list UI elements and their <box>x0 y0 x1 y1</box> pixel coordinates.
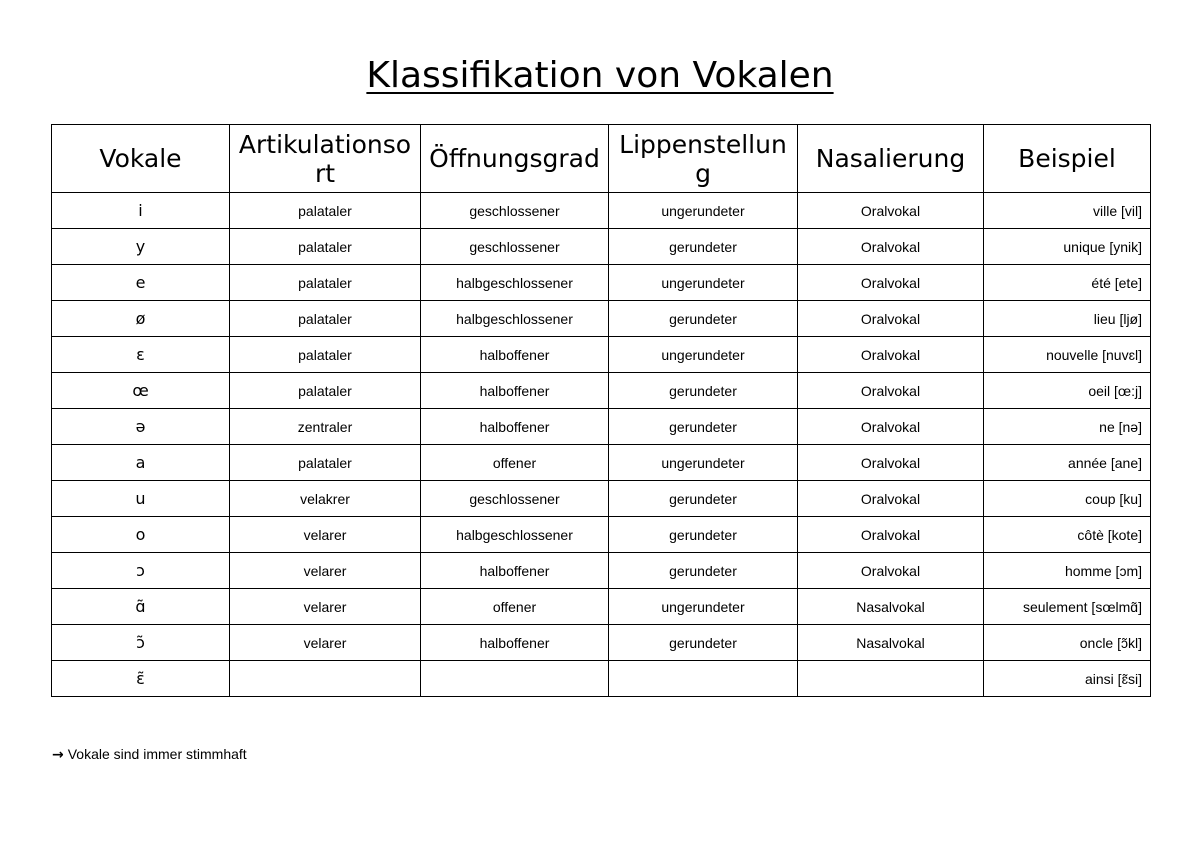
beispiel-cell: seulement [sœlmɑ̃] <box>984 589 1151 625</box>
beispiel-cell: homme [ɔm] <box>984 553 1151 589</box>
artikulationsort-cell <box>230 661 421 697</box>
table-row <box>52 481 1151 517</box>
header-nasalierung: Nasalierung <box>798 125 984 193</box>
oeffnungsgrad-cell: offener <box>421 589 609 625</box>
vokal-cell: ɛ <box>52 337 230 373</box>
lippenstellung-cell: gerundeter <box>609 625 798 661</box>
lippenstellung-cell: gerundeter <box>609 229 798 265</box>
oeffnungsgrad-cell: halbgeschlossener <box>421 301 609 337</box>
vokal-cell: ɔ <box>52 553 230 589</box>
vokal-cell: ə <box>52 409 230 445</box>
lippenstellung-cell: gerundeter <box>609 481 798 517</box>
table-row <box>52 265 1151 301</box>
beispiel-cell: coup [ku] <box>984 481 1151 517</box>
vokal-cell: i <box>52 193 230 229</box>
table-row <box>52 625 1151 661</box>
nasalierung-cell: Oralvokal <box>798 337 984 373</box>
vokal-cell: ɔ̃ <box>52 625 230 661</box>
lippenstellung-cell: gerundeter <box>609 301 798 337</box>
table-row <box>52 301 1151 337</box>
lippenstellung-cell: ungerundeter <box>609 445 798 481</box>
nasalierung-cell: Oralvokal <box>798 517 984 553</box>
table-header-row <box>52 125 1151 193</box>
beispiel-cell: ainsi [ɛ̃si] <box>984 661 1151 697</box>
nasalierung-cell: Oralvokal <box>798 553 984 589</box>
beispiel-cell: ville [vil] <box>984 193 1151 229</box>
lippenstellung-cell <box>609 661 798 697</box>
header-oeffnungsgrad: Öffnungsgrad <box>421 125 609 193</box>
nasalierung-cell: Oralvokal <box>798 445 984 481</box>
beispiel-cell: unique [ynik] <box>984 229 1151 265</box>
beispiel-cell: oeil [œ:j] <box>984 373 1151 409</box>
nasalierung-cell: Oralvokal <box>798 193 984 229</box>
beispiel-cell: ne [nə] <box>984 409 1151 445</box>
footnote-text: Vokale sind immer stimmhaft <box>67 746 247 762</box>
table-row <box>52 553 1151 589</box>
artikulationsort-cell: palataler <box>230 193 421 229</box>
table-row <box>52 445 1151 481</box>
vokal-cell: o <box>52 517 230 553</box>
header-artikulationsort: Artikulationsort <box>230 125 421 193</box>
oeffnungsgrad-cell: halboffener <box>421 373 609 409</box>
oeffnungsgrad-cell: halboffener <box>421 625 609 661</box>
oeffnungsgrad-cell: halboffener <box>421 337 609 373</box>
artikulationsort-cell: velarer <box>230 517 421 553</box>
nasalierung-cell: Oralvokal <box>798 373 984 409</box>
nasalierung-cell: Oralvokal <box>798 301 984 337</box>
vokal-cell: ø <box>52 301 230 337</box>
artikulationsort-cell: velakrer <box>230 481 421 517</box>
beispiel-cell: côtè [kote] <box>984 517 1151 553</box>
artikulationsort-cell: palataler <box>230 445 421 481</box>
header-beispiel: Beispiel <box>984 125 1151 193</box>
header-lippenstellung: Lippenstellung <box>609 125 798 193</box>
vowel-classification-table <box>51 124 1151 697</box>
header-vokale: Vokale <box>52 125 230 193</box>
lippenstellung-cell: gerundeter <box>609 409 798 445</box>
artikulationsort-cell: zentraler <box>230 409 421 445</box>
beispiel-cell: année [ane] <box>984 445 1151 481</box>
vokal-cell: e <box>52 265 230 301</box>
vokal-cell: ɑ̃ <box>52 589 230 625</box>
table-row <box>52 661 1151 697</box>
artikulationsort-cell: velarer <box>230 553 421 589</box>
lippenstellung-cell: gerundeter <box>609 553 798 589</box>
table-row <box>52 337 1151 373</box>
beispiel-cell: oncle [ɔ̃kl] <box>984 625 1151 661</box>
oeffnungsgrad-cell: halboffener <box>421 553 609 589</box>
vokal-cell: y <box>52 229 230 265</box>
oeffnungsgrad-cell: halboffener <box>421 409 609 445</box>
table-row <box>52 229 1151 265</box>
artikulationsort-cell: palataler <box>230 301 421 337</box>
table-row <box>52 517 1151 553</box>
nasalierung-cell <box>798 661 984 697</box>
beispiel-cell: lieu [ljø] <box>984 301 1151 337</box>
oeffnungsgrad-cell: halbgeschlossener <box>421 265 609 301</box>
arrow-icon: → <box>52 747 64 763</box>
artikulationsort-cell: palataler <box>230 373 421 409</box>
artikulationsort-cell: palataler <box>230 337 421 373</box>
nasalierung-cell: Oralvokal <box>798 265 984 301</box>
table-row <box>52 373 1151 409</box>
artikulationsort-cell: velarer <box>230 625 421 661</box>
nasalierung-cell: Nasalvokal <box>798 589 984 625</box>
oeffnungsgrad-cell: halbgeschlossener <box>421 517 609 553</box>
lippenstellung-cell: ungerundeter <box>609 265 798 301</box>
oeffnungsgrad-cell: offener <box>421 445 609 481</box>
nasalierung-cell: Oralvokal <box>798 481 984 517</box>
vokal-cell: ɛ̃ <box>52 661 230 697</box>
artikulationsort-cell: palataler <box>230 265 421 301</box>
artikulationsort-cell: palataler <box>230 229 421 265</box>
oeffnungsgrad-cell: geschlossener <box>421 193 609 229</box>
nasalierung-cell: Oralvokal <box>798 409 984 445</box>
table-row <box>52 589 1151 625</box>
beispiel-cell: nouvelle [nuvɛl] <box>984 337 1151 373</box>
oeffnungsgrad-cell <box>421 661 609 697</box>
vokal-cell: u <box>52 481 230 517</box>
lippenstellung-cell: ungerundeter <box>609 589 798 625</box>
footnote <box>52 744 247 765</box>
lippenstellung-cell: ungerundeter <box>609 193 798 229</box>
oeffnungsgrad-cell: geschlossener <box>421 481 609 517</box>
nasalierung-cell: Oralvokal <box>798 229 984 265</box>
lippenstellung-cell: gerundeter <box>609 373 798 409</box>
page-title: Klassifikation von Vokalen <box>366 55 834 96</box>
lippenstellung-cell: ungerundeter <box>609 337 798 373</box>
beispiel-cell: été [ete] <box>984 265 1151 301</box>
vokal-cell: œ <box>52 373 230 409</box>
nasalierung-cell: Nasalvokal <box>798 625 984 661</box>
oeffnungsgrad-cell: geschlossener <box>421 229 609 265</box>
vokal-cell: a <box>52 445 230 481</box>
table-row <box>52 409 1151 445</box>
lippenstellung-cell: gerundeter <box>609 517 798 553</box>
artikulationsort-cell: velarer <box>230 589 421 625</box>
table-row <box>52 193 1151 229</box>
